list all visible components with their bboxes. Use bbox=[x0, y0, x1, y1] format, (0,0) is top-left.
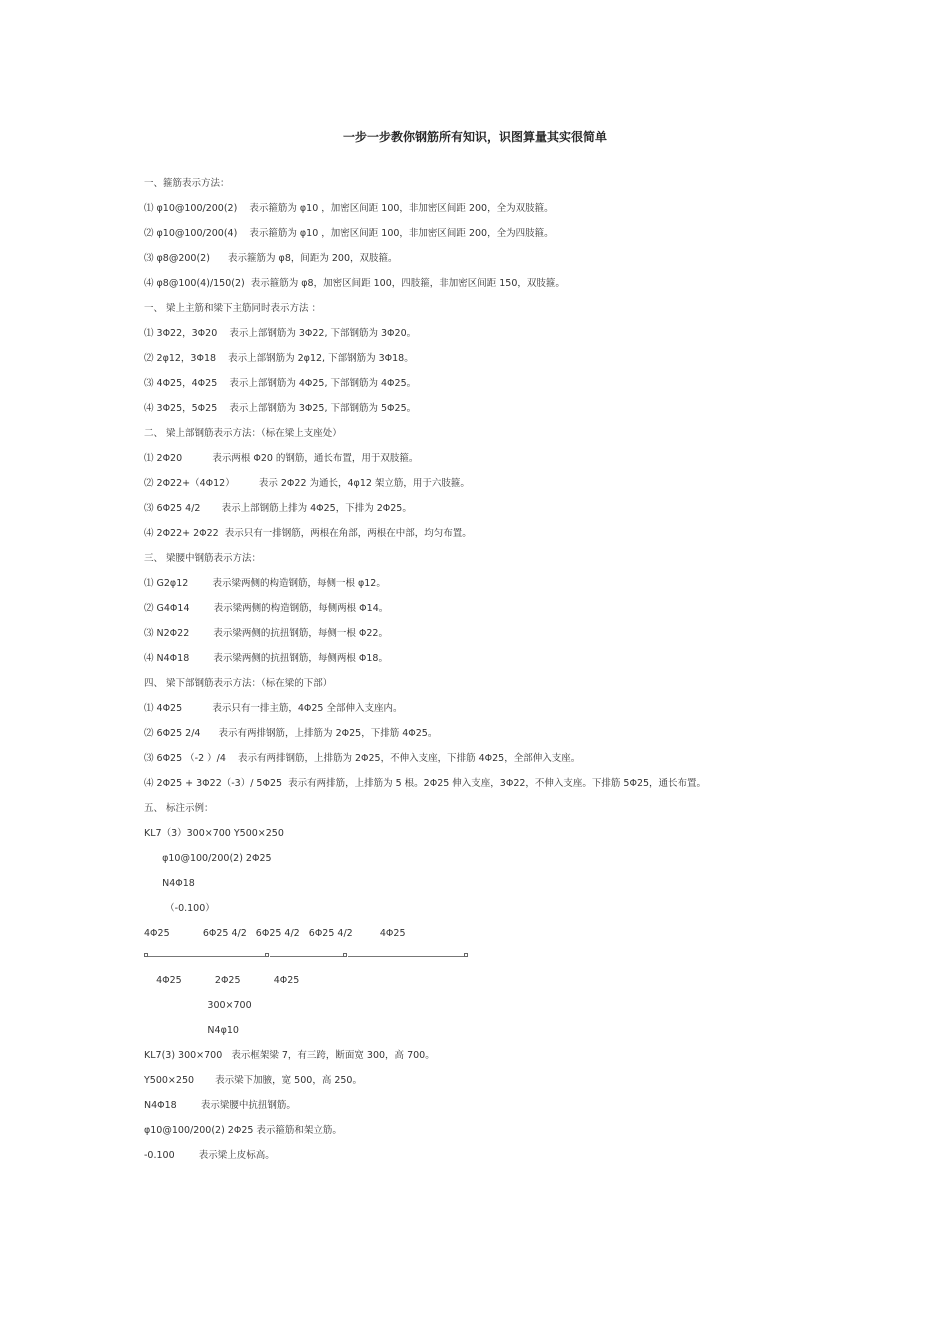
text-line: ⑷ 2Φ25 + 3Φ22（-3）/ 5Φ25 表示有两排筋，上排筋为 5 根。2Φ25 伸入支座，3Φ22，不伸入支座。下排筋 5Φ25，通长布置。 bbox=[144, 778, 707, 789]
section-heading-top-bars: 二、 梁上部钢筋表示方法：（标在梁上支座处） bbox=[144, 428, 342, 439]
text-line: ⑷ 2Φ22+ 2Φ22 表示只有一排钢筋，两根在角部，两根在中部，均匀布置。 bbox=[144, 528, 472, 539]
text-line: ⑴ G2φ12 表示梁两侧的构造钢筋，每侧一根 φ12。 bbox=[144, 578, 386, 589]
beam-span-line bbox=[148, 956, 266, 957]
support-node-icon bbox=[343, 953, 347, 957]
text-line: ⑵ 6Φ25 2/4 表示有两排钢筋，上排筋为 2Φ25，下排筋 4Φ25。 bbox=[144, 728, 438, 739]
section-heading-stirrups: 一、箍筋表示方法： bbox=[144, 178, 230, 189]
text-line: ⑴ 2Φ20 表示两根 Φ20 的钢筋，通长布置，用于双肢箍。 bbox=[144, 453, 419, 464]
example-line: （-0.100） bbox=[144, 903, 215, 914]
example-line: N4φ10 bbox=[144, 1025, 239, 1036]
text-line: ⑶ 6Φ25 （-2 ）/4 表示有两排钢筋，上排筋为 2Φ25，不伸入支座，下排筋 4Φ25，全部伸入支座。 bbox=[144, 753, 581, 764]
text-line: ⑶ 6Φ25 4/2 表示上部钢筋上排为 4Φ25，下排为 2Φ25。 bbox=[144, 503, 412, 514]
explanation-line: φ10@100/200(2) 2Φ25 表示箍筋和架立筋。 bbox=[144, 1125, 342, 1136]
explanation-line: KL7(3) 300×700 表示框架梁 7，有三跨，断面宽 300，高 700。 bbox=[144, 1050, 435, 1061]
page-title: 一步一步教你钢筋所有知识，识图算量其实很简单 bbox=[342, 130, 607, 144]
explanation-line: Y500×250 表示梁下加腋，宽 500，高 250。 bbox=[144, 1075, 362, 1086]
text-line: ⑷ N4Φ18 表示梁两侧的抗扭钢筋，每侧两根 Φ18。 bbox=[144, 653, 388, 664]
example-bottom-bars: 4Φ25 2Φ25 4Φ25 bbox=[144, 975, 300, 986]
text-line: ⑶ N2Φ22 表示梁两侧的抗扭钢筋，每侧一根 Φ22。 bbox=[144, 628, 388, 639]
example-line: KL7（3）300×700 Y500×250 bbox=[144, 828, 284, 839]
text-line: ⑶ 4Φ25，4Φ25 表示上部钢筋为 4Φ25, 下部钢筋为 4Φ25。 bbox=[144, 378, 417, 389]
text-line: ⑷ 3Φ25，5Φ25 表示上部钢筋为 3Φ25, 下部钢筋为 5Φ25。 bbox=[144, 403, 417, 414]
support-node-icon bbox=[464, 953, 468, 957]
support-node-icon bbox=[144, 953, 148, 957]
text-line: ⑶ φ8@200(2) 表示箍筋为 φ8，间距为 200，双肢箍。 bbox=[144, 253, 398, 264]
example-line: N4Φ18 bbox=[144, 878, 195, 889]
text-line: ⑵ 2φ12，3Φ18 表示上部钢筋为 2φ12, 下部钢筋为 3Φ18。 bbox=[144, 353, 414, 364]
example-line: 300×700 bbox=[144, 1000, 252, 1011]
text-line: ⑵ 2Φ22+（4Φ12） 表示 2Φ22 为通长，4φ12 架立筋，用于六肢箍。 bbox=[144, 478, 470, 489]
explanation-line: -0.100 表示梁上皮标高。 bbox=[144, 1150, 275, 1161]
text-line: ⑵ φ10@100/200(4) 表示箍筋为 φ10 ，加密区间距 100，非加密区间距 200，全为四肢箍。 bbox=[144, 228, 554, 239]
section-heading-side-bars: 三、 梁腰中钢筋表示方法： bbox=[144, 553, 262, 564]
text-line: ⑴ 4Φ25 表示只有一排主筋，4Φ25 全部伸入支座内。 bbox=[144, 703, 403, 714]
text-line: ⑴ 3Φ22，3Φ20 表示上部钢筋为 3Φ22, 下部钢筋为 3Φ20。 bbox=[144, 328, 417, 339]
text-line: ⑷ φ8@100(4)/150(2) 表示箍筋为 φ8，加密区间距 100，四肢箍，非加密区间距 150，双肢箍。 bbox=[144, 278, 565, 289]
support-node-icon bbox=[265, 953, 269, 957]
example-top-bars: 4Φ25 6Φ25 4/2 6Φ25 4/2 6Φ25 4/2 4Φ25 bbox=[144, 928, 406, 939]
text-line: ⑴ φ10@100/200(2) 表示箍筋为 φ10 ，加密区间距 100，非加密区间距 200，全为双肢箍。 bbox=[144, 203, 554, 214]
section-heading-bottom-bars: 四、 梁下部钢筋表示方法：（标在梁的下部） bbox=[144, 678, 333, 689]
explanation-line: N4Φ18 表示梁腰中抗扭钢筋。 bbox=[144, 1100, 296, 1111]
text-line: ⑵ G4Φ14 表示梁两侧的构造钢筋，每侧两根 Φ14。 bbox=[144, 603, 389, 614]
section-heading-main-bars: 一、 梁上主筋和梁下主筋同时表示方法 ： bbox=[144, 303, 322, 314]
section-heading-example: 五、 标注示例： bbox=[144, 803, 214, 814]
example-line: φ10@100/200(2) 2Φ25 bbox=[144, 853, 272, 864]
beam-span-line bbox=[348, 956, 464, 957]
beam-span-line bbox=[270, 956, 344, 957]
